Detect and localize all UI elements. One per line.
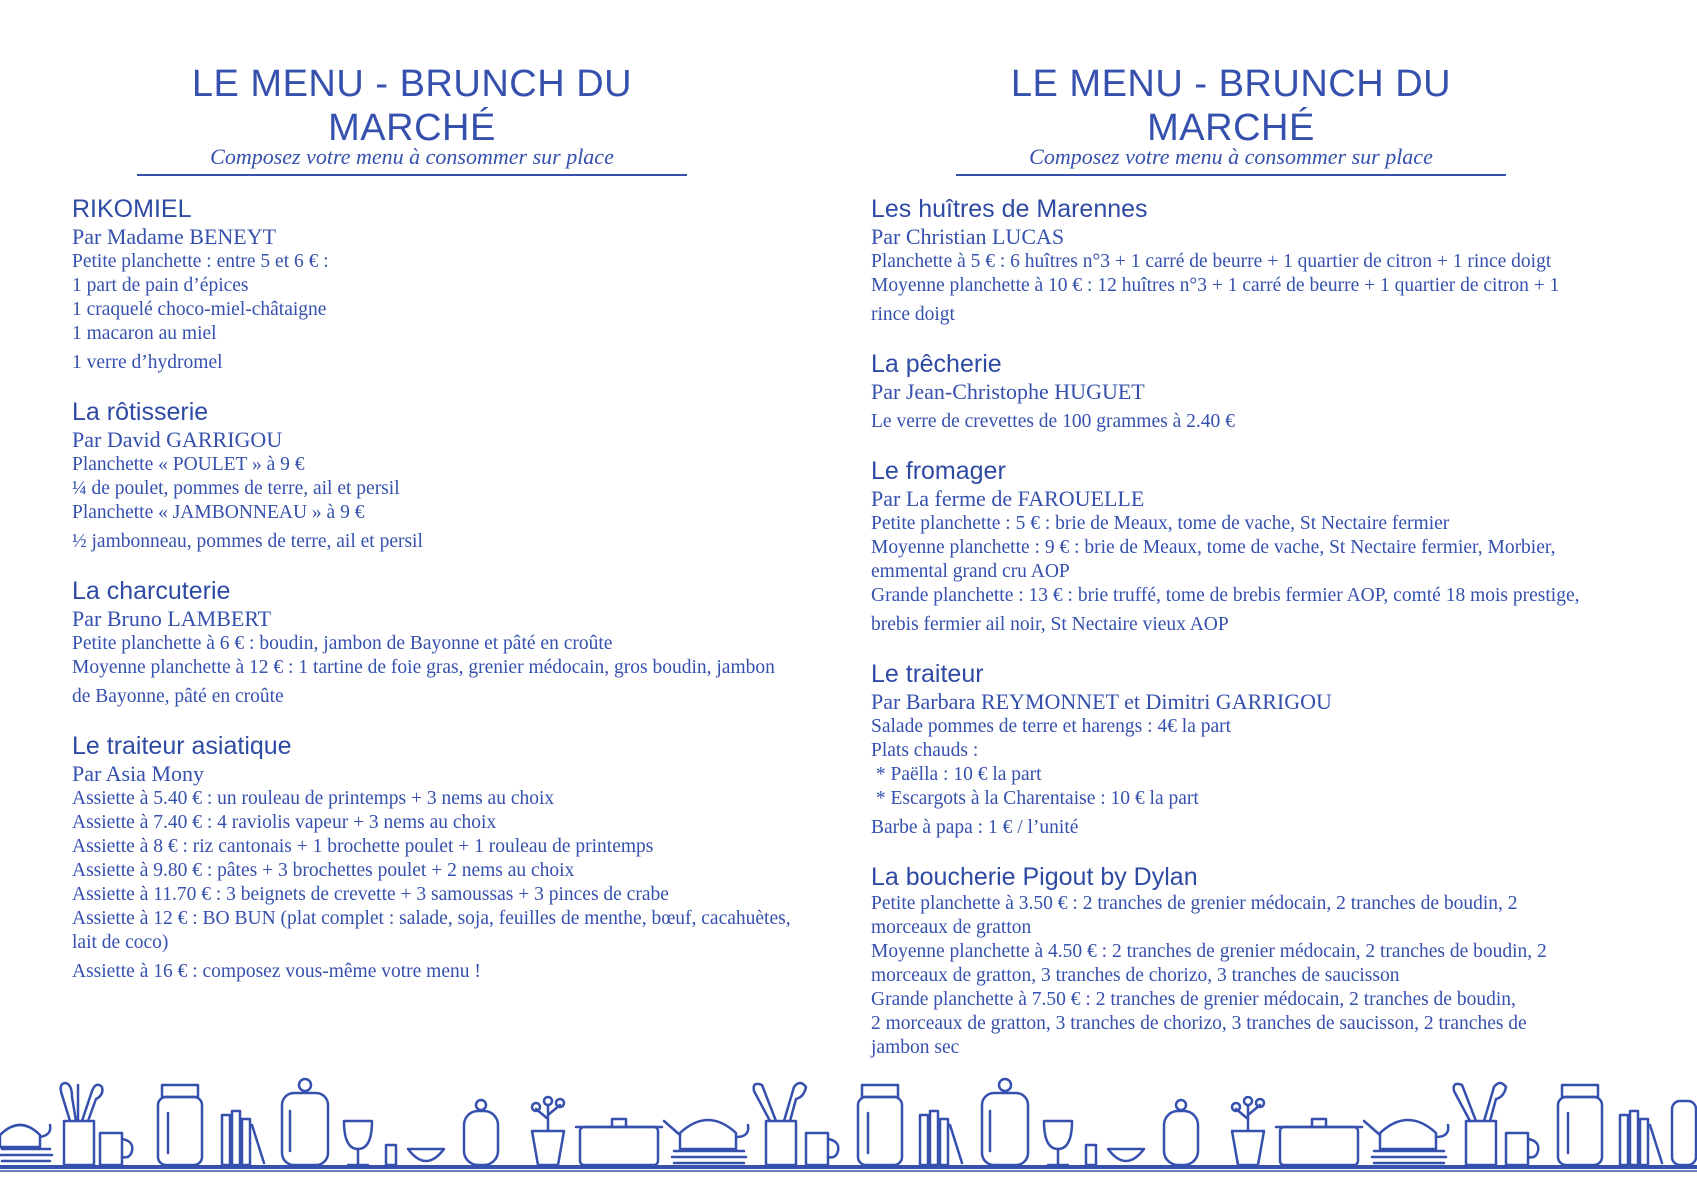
cutting-board-icon — [282, 1079, 328, 1165]
cooking-pot-icon — [1276, 1119, 1362, 1165]
section-charcuterie — [72, 576, 862, 709]
menu-subtitle: Composez votre menu à consommer sur place — [210, 144, 614, 169]
menu-line: 1 craquelé choco-miel-châtaigne — [72, 299, 327, 320]
section-title: La boucherie Pigout by Dylan — [871, 863, 1198, 891]
menu-line: 1 part de pain d’épices — [72, 275, 249, 296]
menu-line: ½ jambonneau, pommes de terre, ail et persil — [72, 531, 423, 552]
menu-line: 1 macaron au miel — [72, 323, 217, 344]
menu-line: Assiette à 5.40 € : un rouleau de printemps + 3 nems au choix — [72, 788, 555, 809]
menu-line: Grande planchette : 13 € : brie truffé, tome de brebis fermier AOP, comté 18 mois prestige, — [871, 585, 1580, 606]
plant-icon — [1232, 1097, 1264, 1165]
utensil-cup-icon — [61, 1083, 103, 1165]
vendor-name: Par Bruno LAMBERT — [72, 606, 272, 631]
vendor-name: Par Barbara REYMONNET et Dimitri GARRIGOU — [871, 689, 1332, 714]
menu-line: morceaux de gratton — [871, 917, 1032, 938]
menu-line: Petite planchette à 3.50 € : 2 tranches de grenier médocain, 2 tranches de boudin, 2 — [871, 893, 1518, 914]
utensil-cup-icon — [1454, 1083, 1506, 1165]
menu-line: 1 verre d’hydromel — [72, 352, 223, 373]
section-title: La charcuterie — [72, 577, 231, 605]
menu-line: brebis fermier ail noir, St Nectaire vieux AOP — [871, 614, 1229, 635]
menu-line: emmental grand cru AOP — [871, 561, 1070, 582]
cutting-board-icon — [982, 1079, 1028, 1165]
section-boucherie — [871, 862, 1651, 1060]
teapot-icon — [0, 1125, 52, 1161]
menu-title: LE MENU - BRUNCH DU MARCHÉ — [191, 63, 633, 149]
section-rikomiel — [72, 194, 862, 375]
bowl-icon — [1086, 1145, 1144, 1165]
section-title: La pêcherie — [871, 350, 1002, 378]
menu-line: Assiette à 16 € : composez vous-même votre menu ! — [72, 961, 481, 982]
jar-icon — [858, 1085, 902, 1165]
jar-icon — [1558, 1085, 1602, 1165]
section-rotisserie — [72, 397, 862, 554]
vendor-name: Par David GARRIGOU — [72, 427, 283, 452]
menu-line: Assiette à 9.80 € : pâtes + 3 brochettes poulet + 2 nems au choix — [72, 860, 575, 881]
section-pecherie — [871, 349, 1651, 434]
menu-header — [112, 62, 712, 176]
menu-line: Plats chauds : — [871, 740, 979, 761]
menu-line: * Escargots à la Charentaise : 10 € la part — [871, 788, 1199, 809]
menu-line: Assiette à 11.70 € : 3 beignets de crevette + 3 samoussas + 3 pinces de crabe — [72, 884, 669, 905]
menu-line: de Bayonne, pâté en croûte — [72, 686, 284, 707]
menu-header — [931, 62, 1531, 176]
menu-line: Grande planchette à 7.50 € : 2 tranches de grenier médocain, 2 tranches de boudin, — [871, 989, 1516, 1010]
section-huitres — [871, 194, 1651, 327]
menu-line: Salade pommes de terre et harengs : 4€ la part — [871, 716, 1232, 737]
menu-line: Petite planchette à 6 € : boudin, jambon de Bayonne et pâté en croûte — [72, 633, 613, 654]
left-page — [72, 0, 862, 984]
menu-line: Petite planchette : 5 € : brie de Meaux, tome de vache, St Nectaire fermier — [871, 513, 1450, 534]
vendor-name: Par Madame BENEYT — [72, 224, 277, 249]
wine-glass-icon — [1044, 1121, 1072, 1165]
mug-icon — [806, 1133, 838, 1165]
cooking-pot-icon — [576, 1119, 662, 1165]
menu-line: Assiette à 7.40 € : 4 raviolis vapeur + 3 nems au choix — [72, 812, 497, 833]
vendor-name: Par Asia Mony — [72, 761, 204, 786]
menu-line: Planchette à 5 € : 6 huîtres n°3 + 1 carré de beurre + 1 quartier de citron + 1 rince doigt — [871, 251, 1552, 272]
menu-line: Barbe à papa : 1 € / l’unité — [871, 817, 1079, 838]
teapot-icon — [1364, 1120, 1448, 1163]
right-page — [871, 0, 1651, 1060]
menu-line: morceaux de gratton, 3 tranches de chorizo, 3 tranches de saucisson — [871, 965, 1400, 986]
vendor-name: Par La ferme de FAROUELLE — [871, 486, 1145, 511]
teapot-icon — [664, 1120, 748, 1163]
utensil-cup-icon — [754, 1083, 806, 1165]
mug-icon — [1506, 1133, 1538, 1165]
cutting-board-icon — [464, 1100, 498, 1165]
vendor-name: Par Jean-Christophe HUGUET — [871, 379, 1145, 404]
menu-line: lait de coco) — [72, 932, 169, 953]
header-divider — [956, 174, 1506, 176]
books-icon — [920, 1111, 962, 1165]
menu-line: Assiette à 12 € : BO BUN (plat complet : salade, soja, feuilles de menthe, bœuf, cacahuètes, — [72, 908, 791, 929]
menu-line: Moyenne planchette à 4.50 € : 2 tranches de grenier médocain, 2 tranches de boudin, 2 — [871, 941, 1547, 962]
menu-line: Assiette à 8 € : riz cantonais + 1 brochette poulet + 1 rouleau de printemps — [72, 836, 654, 857]
menu-line: Le verre de crevettes de 100 grammes à 2.40 € — [871, 411, 1235, 432]
vendor-name: Par Christian LUCAS — [871, 224, 1065, 249]
cutting-board-icon — [1672, 1101, 1696, 1165]
section-title: RIKOMIEL — [72, 195, 192, 223]
menu-line: Moyenne planchette : 9 € : brie de Meaux, tome de vache, St Nectaire fermier, Morbier, — [871, 537, 1556, 558]
kitchenware-illustration — [0, 1055, 1697, 1175]
menu-line: Planchette « POULET » à 9 € — [72, 454, 305, 475]
section-title: La rôtisserie — [72, 398, 209, 426]
mug-icon — [100, 1133, 132, 1165]
section-title: Le traiteur asiatique — [72, 732, 292, 760]
menu-line: Moyenne planchette à 12 € : 1 tartine de foie gras, grenier médocain, gros boudin, jambon — [72, 657, 775, 678]
menu-line: * Paëlla : 10 € la part — [871, 764, 1042, 785]
menu-line: Planchette « JAMBONNEAU » à 9 € — [72, 502, 365, 523]
menu-line: Petite planchette : entre 5 et 6 € : — [72, 251, 329, 272]
section-traiteur — [871, 659, 1651, 840]
cutting-board-icon — [1164, 1100, 1198, 1165]
menu-line: rince doigt — [871, 304, 955, 325]
menu-line: jambon sec — [871, 1037, 960, 1058]
menu-title: LE MENU - BRUNCH DU MARCHÉ — [1010, 63, 1452, 149]
plant-icon — [532, 1097, 564, 1165]
section-fromager — [871, 456, 1651, 637]
jar-icon — [158, 1085, 202, 1165]
section-title: Les huîtres de Marennes — [871, 195, 1148, 223]
wine-glass-icon — [344, 1121, 372, 1165]
menu-line: ¼ de poulet, pommes de terre, ail et persil — [72, 478, 400, 499]
menu-line: Moyenne planchette à 10 € : 12 huîtres n°3 + 1 carré de beurre + 1 quartier de citron + 1 — [871, 275, 1560, 296]
header-divider — [137, 174, 687, 176]
menu-line: 2 morceaux de gratton, 3 tranches de chorizo, 3 tranches de saucisson, 2 tranches de — [871, 1013, 1527, 1034]
bowl-icon — [386, 1145, 444, 1165]
books-icon — [222, 1111, 264, 1165]
section-title: Le traiteur — [871, 660, 984, 688]
section-traiteur-asiatique — [72, 731, 862, 984]
menu-subtitle: Composez votre menu à consommer sur place — [1029, 144, 1433, 169]
books-icon — [1620, 1111, 1662, 1165]
section-title: Le fromager — [871, 457, 1006, 485]
